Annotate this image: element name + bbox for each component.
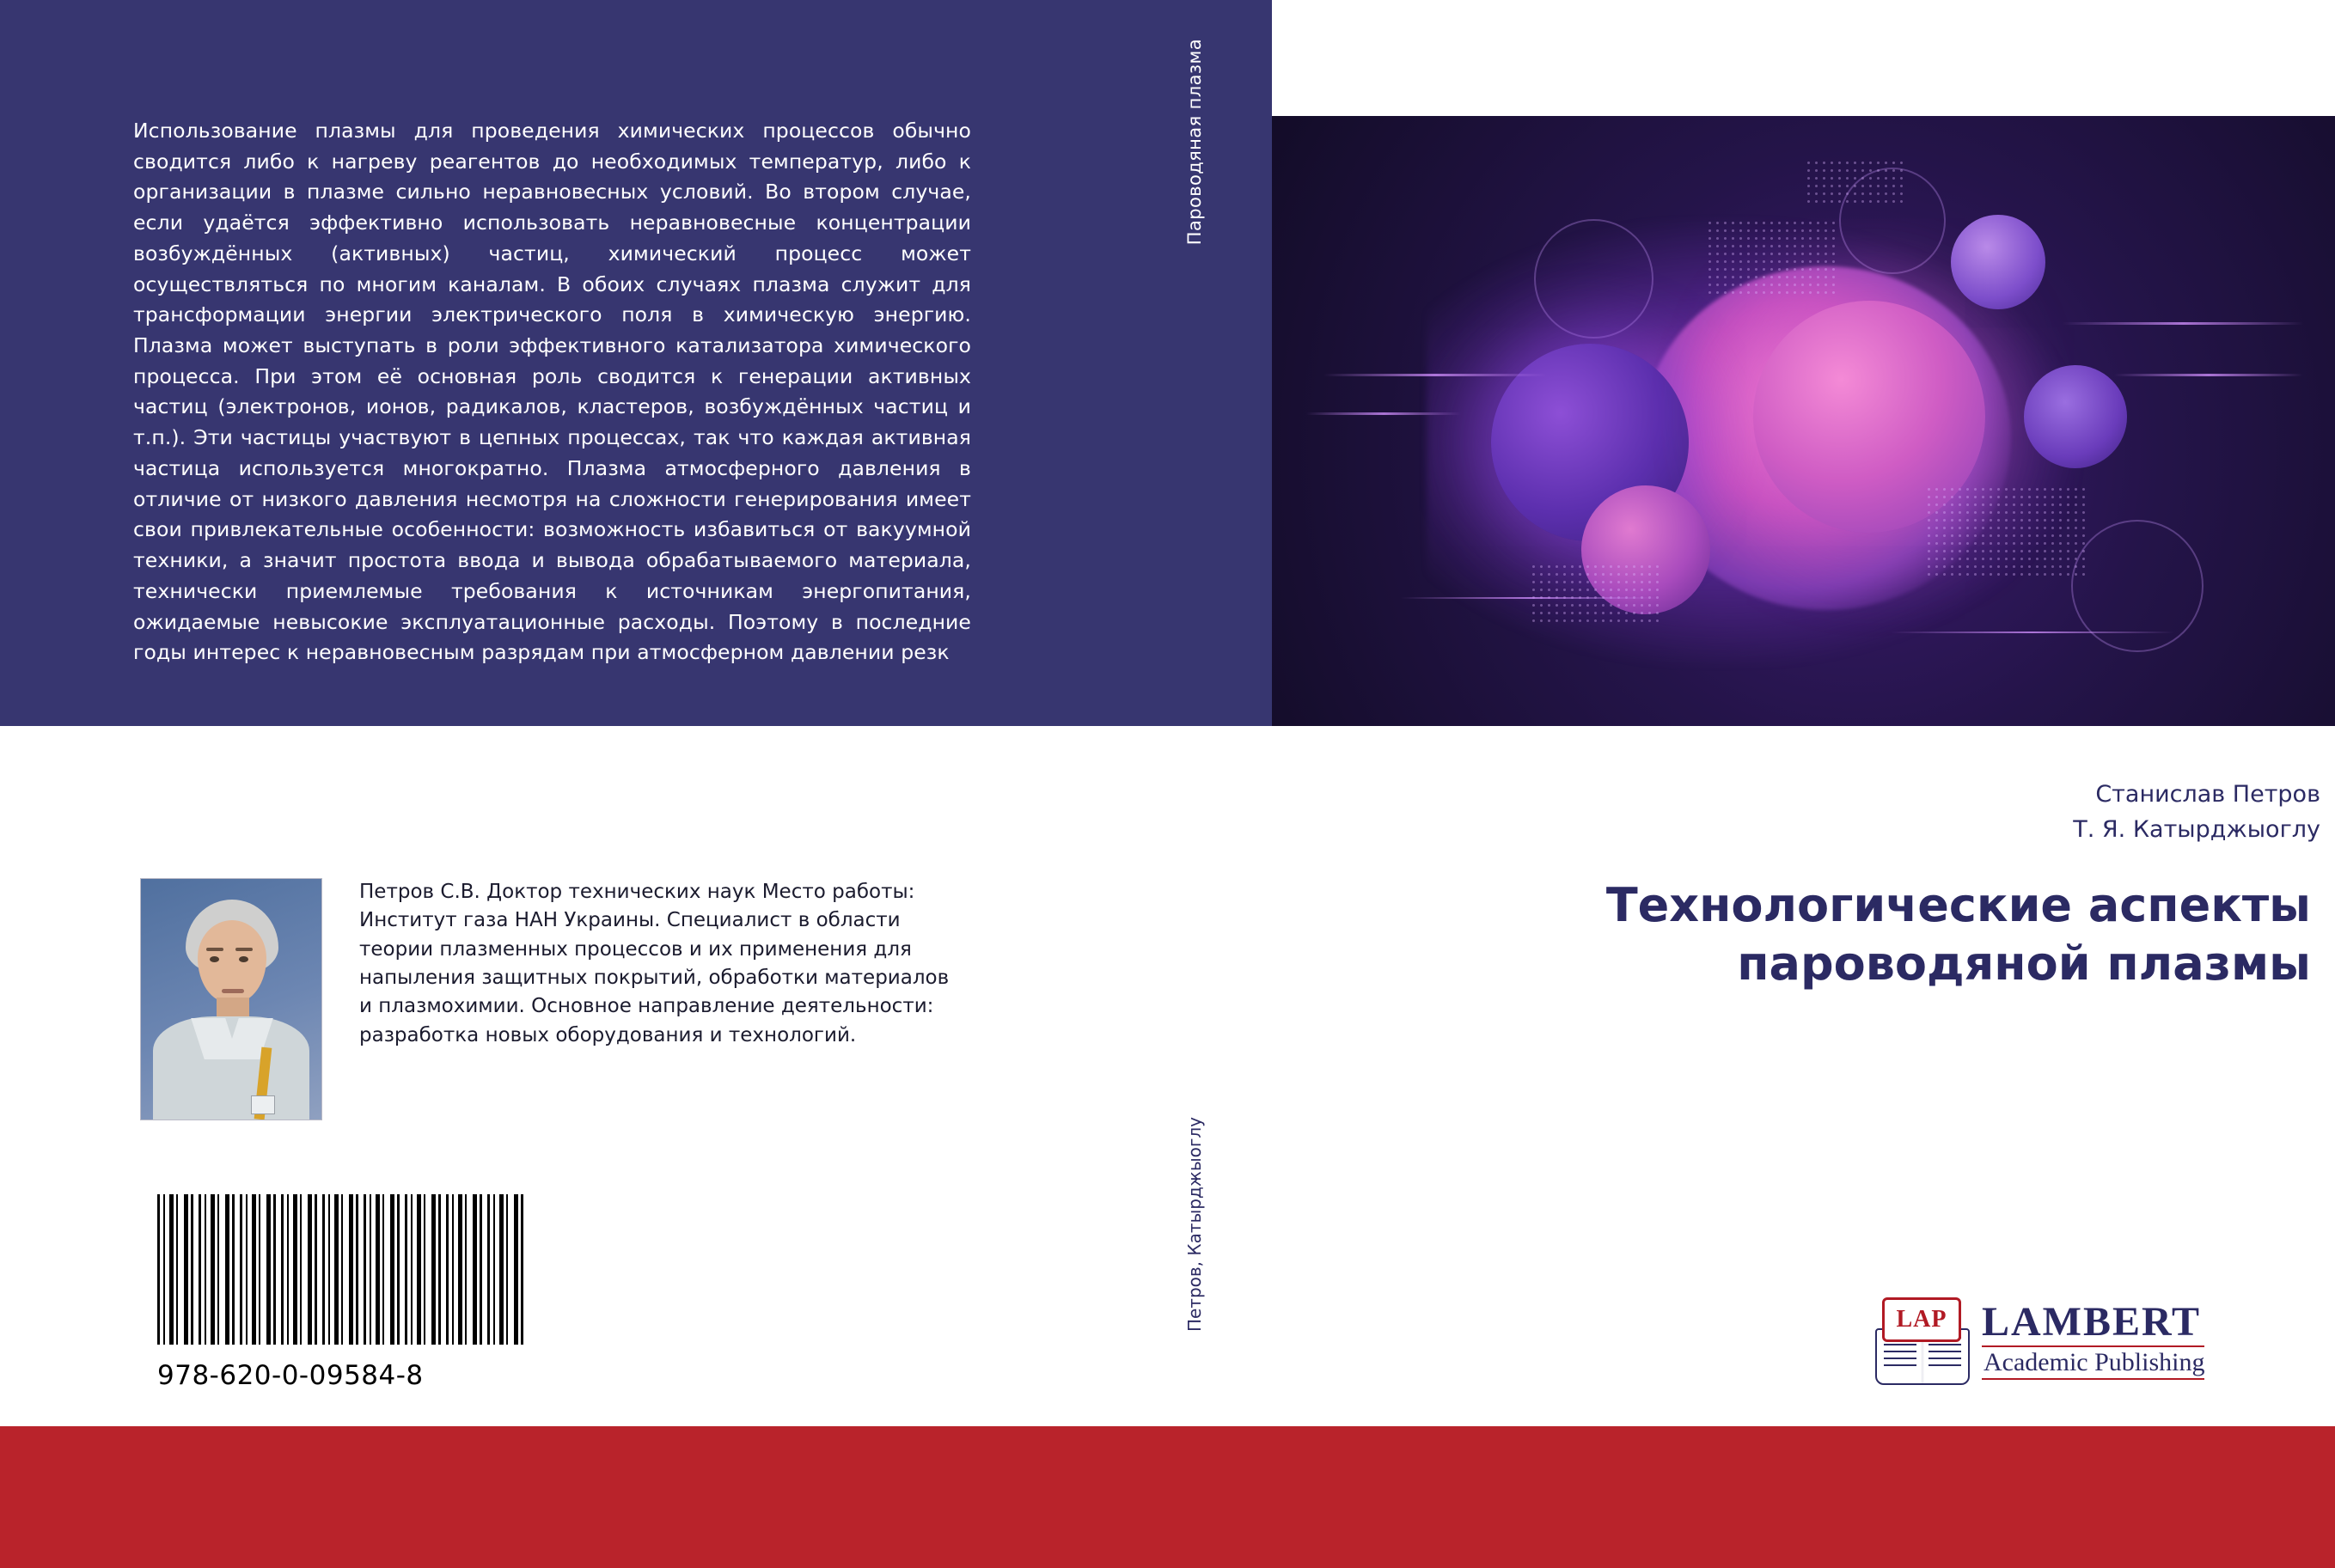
artwork-dot-grid-2 [1925, 485, 2088, 580]
open-book-icon [1874, 1296, 1968, 1385]
isbn-number: 978-620-0-09584-8 [157, 1360, 424, 1391]
artwork-sphere-5 [2024, 365, 2127, 468]
artwork-dot-grid-3 [1530, 563, 1659, 623]
barcode-area [157, 1194, 587, 1391]
author-biography: Петров С.В. Доктор технических наук Место работы: Институт газа НАН Украины. Специалист в области теории плазменных процессов и их применения для напыления защитных покрытий, обработки материалов и плазмохимии. Основное направление деятельности: разработка новых оборудования и технологий. [359, 881, 950, 1046]
artwork-dot-grid-4 [1805, 159, 1908, 206]
artwork-streak-4 [2114, 374, 2303, 376]
photo-brow-right [235, 948, 253, 951]
publisher-subtitle: Academic Publishing [1982, 1345, 2204, 1380]
photo-shirt [153, 1016, 309, 1120]
photo-mouth [222, 989, 244, 993]
spine-authors [1117, 1117, 1272, 1426]
barcode-icon [157, 1194, 527, 1345]
publisher-logo [1874, 1289, 2295, 1392]
lap-mark: LAP [1882, 1297, 1961, 1342]
spine-title [1117, 39, 1272, 442]
author-photo [140, 878, 322, 1120]
front-cover-authors [1977, 778, 2320, 847]
spine-title-text: Пароводяная плазма [1184, 39, 1205, 246]
spine-authors-text: Петров, Катырджыоглу [1184, 1117, 1205, 1333]
artwork-streak-1 [1323, 374, 1547, 376]
bottom-red-band [0, 1426, 2335, 1568]
publisher-text [1982, 1298, 2205, 1380]
artwork-ring-1 [1534, 219, 1653, 339]
author-name-2: Т. Я. Катырджыоглу [2073, 815, 2320, 843]
cover-artwork-plasma [1272, 116, 2335, 726]
artwork-streak-3 [2063, 322, 2303, 325]
author-name-1: Станислав Петров [2095, 781, 2320, 808]
back-cover-blurb: Использование плазмы для проведения химических процессов обычно сводится либо к нагреву реагентов до необходимых температур, либо к организации в плазме сильно неравновесных условий. Во втором случае, если удаётся эффективно использовать неравновесные концентрации возбуждённых (активных) частиц, химический процесс может осуществляться по многим каналам. В обоих случаях плазма служит для трансформации энергии электрического поля в химическую энергию. Плазма может выступать в роли эффективного катализатора химического процесса. При этом её основная роль сводится к генерации активных частиц (электронов, ионов, радикалов, кластеров, возбуждённых частиц и т.п.). Эти частицы участвуют в цепных процессах, так что каждая активная частица используется многократно. Плазма атмосферного давления в отличие от низкого давления несмотря на сложности генерирования имеет свои привлекательные особенности: возможность избавиться от вакуумной техники, а значит простота ввода и вывода обрабатываемого материала, технически приемлемые требования к источникам энергопитания, ожидаемые невысокие эксплуатационные расходы. Поэтому в последние годы интерес к неравновесным разрядам при атмосферном давлении резк [133, 119, 971, 665]
photo-eye-right [239, 956, 248, 962]
artwork-streak-5 [1401, 597, 1659, 599]
artwork-streak-2 [1306, 412, 1461, 415]
publisher-name: LAMBERT [1982, 1298, 2202, 1345]
artwork-dot-grid-1 [1706, 219, 1835, 296]
photo-badge [251, 1095, 275, 1114]
artwork-sphere-3 [1951, 215, 2045, 309]
artwork-streak-6 [1891, 631, 2174, 633]
front-cover-title: Технологические аспекты пароводяной плазмы [1605, 878, 2311, 991]
photo-eye-left [210, 956, 219, 962]
photo-brow-left [206, 948, 223, 951]
